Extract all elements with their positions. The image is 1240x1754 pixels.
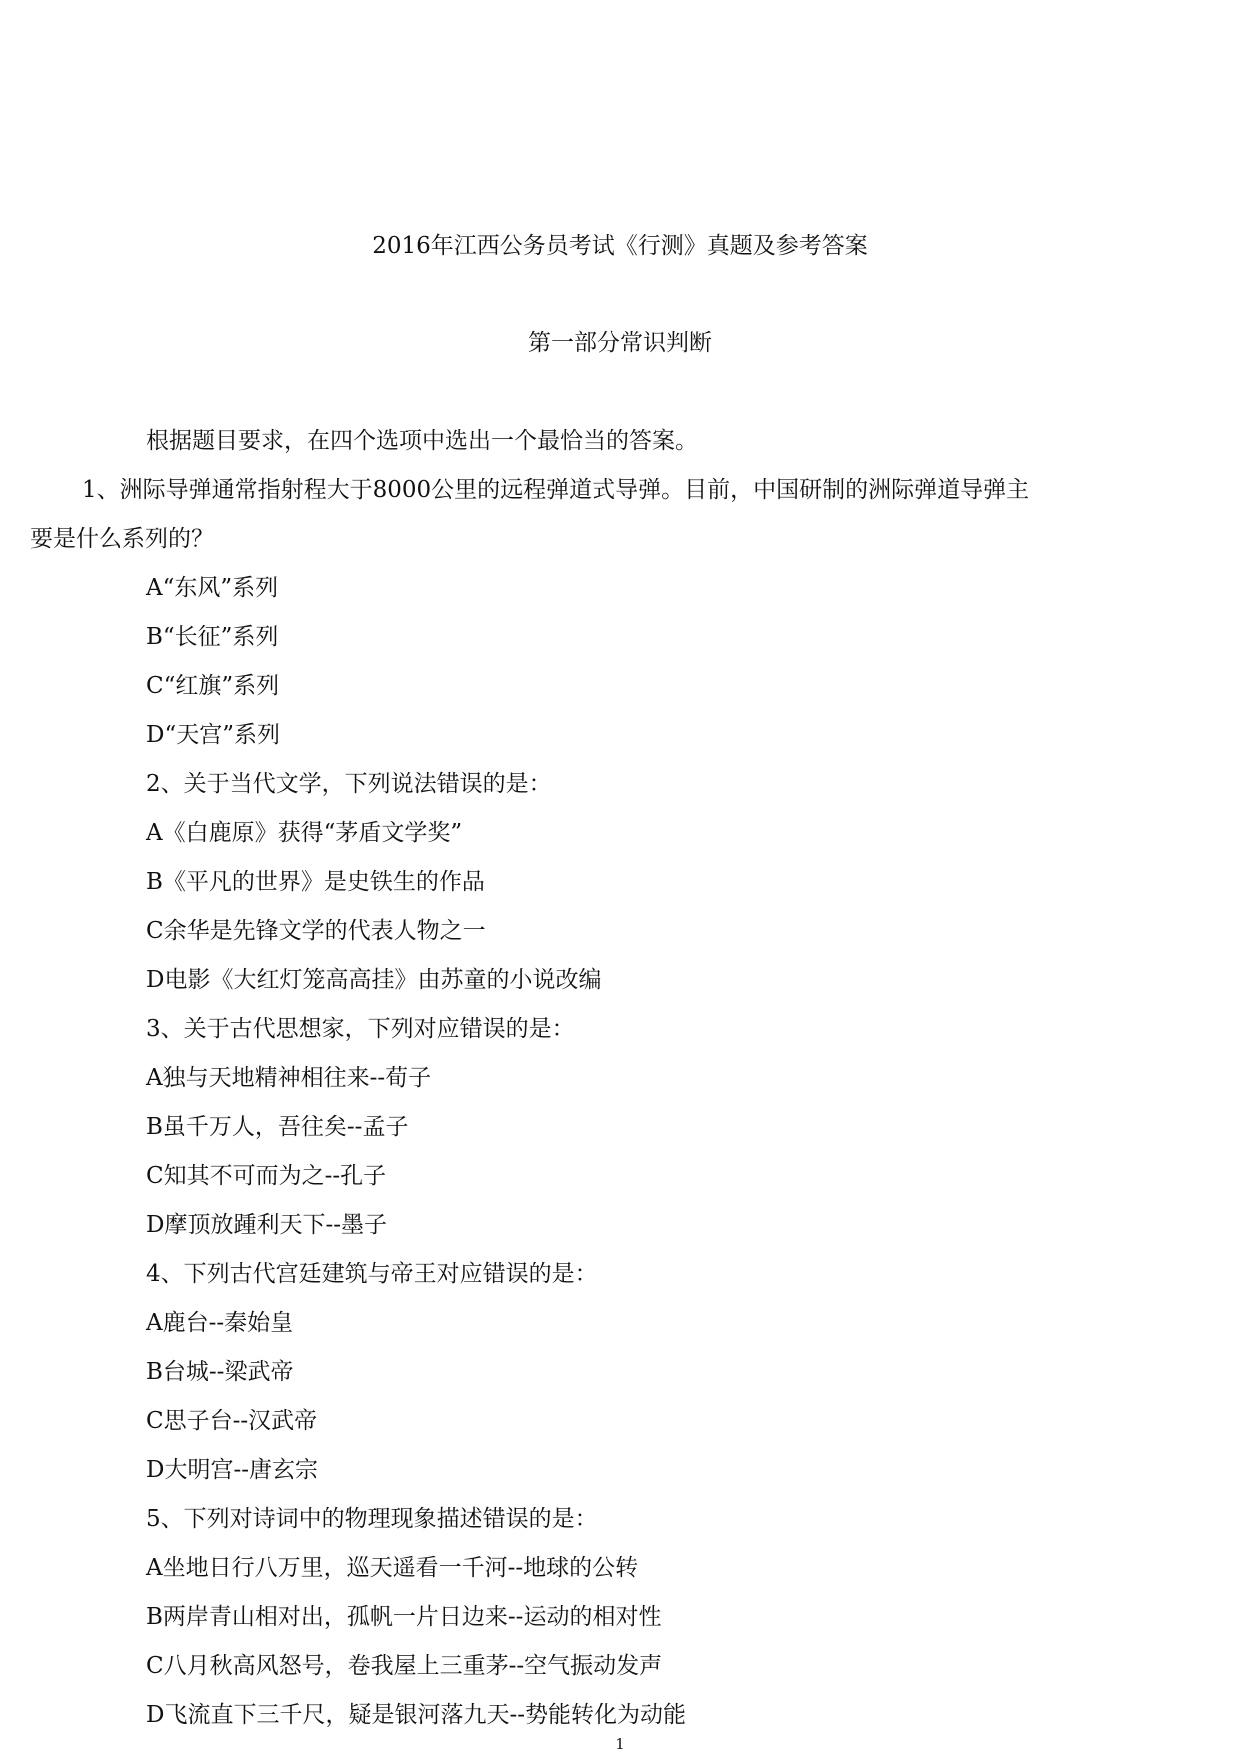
question-2-stem: 2、关于当代文学，下列说法错误的是： (146, 771, 552, 797)
question-3-option-a: A独与天地精神相往来--荀子 (146, 1065, 432, 1091)
question-5-option-a: A坐地日行八万里，巡天遥看一千河--地球的公转 (146, 1555, 639, 1581)
question-4-option-d: D大明宫--唐玄宗 (146, 1457, 318, 1483)
question-5-stem: 5、下列对诗词中的物理现象描述错误的是： (146, 1506, 598, 1532)
question-1-option-c: C“红旗”系列 (146, 673, 280, 699)
question-1-option-d: D“天宫”系列 (146, 722, 280, 748)
question-1-stem: 1、洲际导弹通常指射程大于8000公里的远程弹道式导弹。目前，中国研制的洲际弹道导弹主 (82, 477, 1030, 503)
question-4-option-c: C思子台--汉武帝 (146, 1408, 318, 1434)
document-title: 2016年江西公务员考试《行测》真题及参考答案 (372, 233, 868, 259)
page-number: 1 (615, 1735, 625, 1753)
question-4-option-a: A鹿台--秦始皇 (146, 1310, 294, 1336)
question-3-option-c: C知其不可而为之--孔子 (146, 1163, 387, 1189)
question-1-option-a: A“东风”系列 (146, 575, 279, 601)
question-5-option-d: D飞流直下三千尺，疑是银河落九天--势能转化为动能 (146, 1702, 686, 1728)
instruction-text: 根据题目要求，在四个选项中选出一个最恰当的答案。 (146, 428, 698, 454)
question-3-option-d: D摩顶放踵利天下--墨子 (146, 1212, 387, 1238)
question-5-option-b: B两岸青山相对出，孤帆一片日边来--运动的相对性 (146, 1604, 662, 1630)
question-4-option-b: B台城--梁武帝 (146, 1359, 294, 1385)
question-2-option-b: B《平凡的世界》是史铁生的作品 (146, 869, 485, 895)
question-2-option-c: C余华是先锋文学的代表人物之一 (146, 918, 486, 944)
section-title: 第一部分常识判断 (528, 330, 712, 356)
question-3-stem: 3、关于古代思想家，下列对应错误的是： (146, 1016, 575, 1042)
question-1-stem-cont: 要是什么系列的？ (30, 526, 214, 552)
question-5-option-c: C八月秋高风怒号，卷我屋上三重茅--空气振动发声 (146, 1653, 663, 1679)
question-3-option-b: B虽千万人，吾往矣--孟子 (146, 1114, 409, 1140)
question-1-option-b: B“长征”系列 (146, 624, 279, 650)
question-2-option-a: A《白鹿原》获得“茅盾文学奖” (146, 820, 463, 846)
question-4-stem: 4、下列古代宫廷建筑与帝王对应错误的是： (146, 1261, 598, 1287)
question-2-option-d: D电影《大红灯笼高高挂》由苏童的小说改编 (146, 967, 602, 993)
